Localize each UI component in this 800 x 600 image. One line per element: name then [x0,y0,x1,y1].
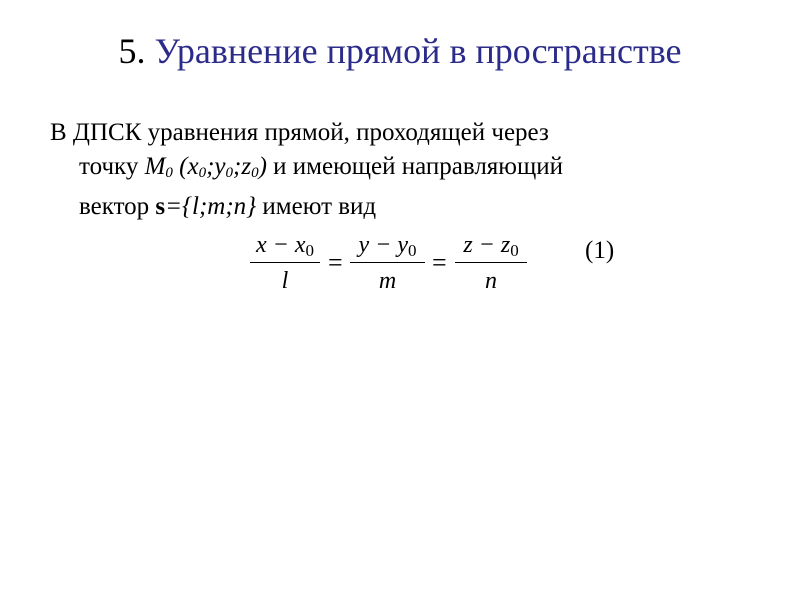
vector-components: ={l;m;n} [165,193,257,220]
equals-sign: = [328,248,343,277]
fraction-bar [350,262,425,263]
equals-sign: = [432,248,447,277]
fraction-y [350,230,425,296]
coord-y: ;y [206,153,226,180]
subscript: 0 [225,165,233,181]
paragraph-line-1: В ДПСК уравнения прямой, проходящей через [50,119,549,146]
fraction-bar [455,262,527,263]
subscript: 0 [251,165,259,181]
fraction-numerator: y − y0 [358,232,417,260]
fraction-denominator: n [485,268,497,294]
fraction-x [250,230,320,296]
title-text: Уравнение прямой в пространстве [154,31,682,71]
text-fragment: и имеющей направляющий [266,153,563,180]
text-fragment: вектор [79,193,156,220]
slide-title [0,28,800,74]
fraction-numerator: x − x0 [256,232,314,260]
subscript: 0 [198,165,207,181]
point-label: M [144,153,166,180]
paragraph-line-2 [50,150,750,190]
coord-x: (x [172,153,199,180]
title-number: 5. [118,31,146,71]
fraction-denominator: m [378,268,397,294]
fraction-denominator: l [281,268,289,294]
coord-z: ;z [233,153,252,180]
paragraph [50,116,750,224]
paragraph-line-3 [50,190,750,224]
fraction-bar [250,262,320,263]
text-fragment: точку [79,153,145,180]
vector-name: s [155,193,166,220]
coord-close: ) [258,153,267,180]
fraction-z [455,230,527,296]
fraction-numerator: z − z0 [463,232,519,260]
equation-number: (1) [585,237,615,264]
text-fragment: имеют вид [256,193,377,220]
subscript: 0 [165,165,173,181]
